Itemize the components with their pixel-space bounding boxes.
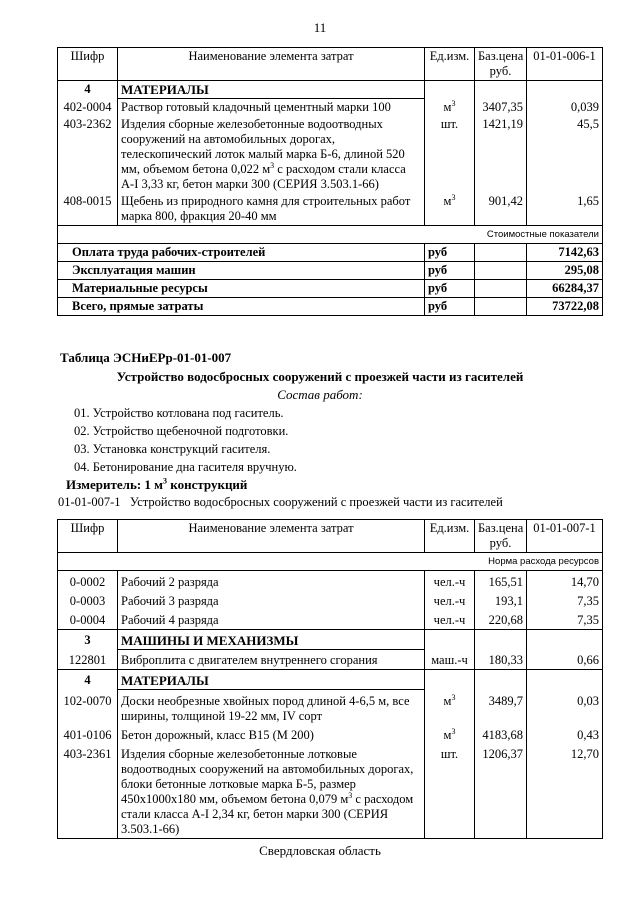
header-norm: 01-01-007-1 [527,520,603,553]
row-name: Раствор готовый кладочный цементный марки 100 [118,99,425,117]
total-row: Оплата труда рабочих-строителей руб 7142,63 [58,244,603,262]
total-row: Материальные ресурсы руб 66284,37 [58,280,603,298]
section-title: МАТЕРИАЛЫ [118,670,425,690]
table-title: Таблица ЭСНиЕРр-01-01-007 [60,350,232,365]
table-row: 401-0106 Бетон дорожный, класс В15 (М 200) $м^3$ 4183,68 0,43 [58,725,603,744]
row-name: Щебень из природного камня для строительных работ марка 800, фракция 20-40 мм [118,193,425,226]
total-row: Эксплуатация машин руб 295,08 [58,262,603,280]
page-number: 11 [313,20,327,35]
table-row: 0-0004 Рабочий 4 разряда чел.-ч 220,68 7,35 [58,610,603,630]
table-row: 0-0002 Рабочий 2 разряда чел.-ч 165,51 14,70 [58,571,603,592]
table-row: 403-2361 Изделия сборные железобетонные лотковые водоотводных сооружений на автомобильных дорогах, блоки бетонные лотковые марка Б-5, размер 450x1000x180 мм, объемом бетона 0,079 $м^3$ с расходом стали класса А-I 2,34 кг, бетон марки 300 (СЕРИЯ 3.503.1-66) шт. 1206,37 12,70 [58,744,603,839]
table-subtitle: Устройство водосбросных сооружений с проезжей части из гасителей [116,369,524,384]
section-num: 4 [58,81,118,99]
section-num: 3 [58,630,118,650]
header-unit: Ед.изм. [425,48,475,81]
norm-caption: Норма расхода ресурсов [58,553,603,571]
header-name: Наименование элемента затрат [118,520,425,553]
section-num: 4 [58,670,118,690]
work-item: 01. Устройство котлована под гаситель. [74,406,284,420]
table-row: 402-0004 Раствор готовый кладочный цементный марки 100 $м^3$ 3407,35 0,039 [58,99,603,117]
works-title: Состав работ: [277,387,363,402]
item-line: 01-01-007-1 Устройство водосбросных сооружений с проезжей части из гасителей [58,495,503,509]
row-name: Изделия сборные железобетонные водоотводных сооружений на автомобильных дорогах, телескопический лоток малый марка Б-6, длиной 520 мм, объемом бетона 0,022 $м^3$ с расходом стали класса А-I 3,33 кг, бетон марки 300 (СЕРИЯ 3.503.1-66) [118,116,425,193]
work-item: 03. Установка конструкций гасителя. [74,442,271,456]
header-unit: Ед.изм. [425,520,475,553]
table-2 [57,519,603,839]
header-code: Шифр [58,520,118,553]
footer: Свердловская область [259,843,381,858]
header-code: Шифр [58,48,118,81]
header-price: Баз.цена руб. [475,48,527,81]
table-row: 403-2362 Изделия сборные железобетонные водоотводных сооружений на автомобильных дорогах, телескопический лоток малый марка Б-6, длиной 520 мм, объемом бетона 0,022 $м^3$ с расходом стали класса А-I 3,33 кг, бетон марки 300 (СЕРИЯ 3.503.1-66) шт. 1421,19 45,5 [58,116,603,193]
header-price: Баз.цена руб. [475,520,527,553]
header-norm: 01-01-006-1 [527,48,603,81]
row-name: Изделия сборные железобетонные лотковые водоотводных сооружений на автомобильных дорогах, блоки бетонные лотковые марка Б-5, размер 450x1000x180 мм, объемом бетона 0,079 $м^3$ с расходом стали класса А-I 2,34 кг, бетон марки 300 (СЕРИЯ 3.503.1-66) [118,744,425,839]
cost-caption: Стоимостные показатели [58,226,603,244]
table-row: 122801 Виброплита с двигателем внутреннего сгорания маш.-ч 180,33 0,66 [58,650,603,670]
work-item: 02. Устройство щебеночной подготовки. [74,424,289,438]
meter: Измеритель: 1 $м^3$ конструкций [66,476,248,492]
table-1 [57,47,603,316]
table-row: 408-0015 Щебень из природного камня для строительных работ марка 800, фракция 20-40 мм $м^3$ 901,42 1,65 [58,193,603,226]
total-row: Всего, прямые затраты руб 73722,08 [58,298,603,316]
table-row: 102-0070 Доски необрезные хвойных пород длиной 4-6,5 м, все ширины, толщиной 19-22 мм, IV сорт $м^3$ 3489,7 0,03 [58,690,603,726]
section-title: МАТЕРИАЛЫ [118,81,425,99]
work-item: 04. Бетонирование дна гасителя вручную. [74,460,297,474]
table-row: 0-0003 Рабочий 3 разряда чел.-ч 193,1 7,35 [58,591,603,610]
section-title: МАШИНЫ И МЕХАНИЗМЫ [118,630,425,650]
header-name: Наименование элемента затрат [118,48,425,81]
